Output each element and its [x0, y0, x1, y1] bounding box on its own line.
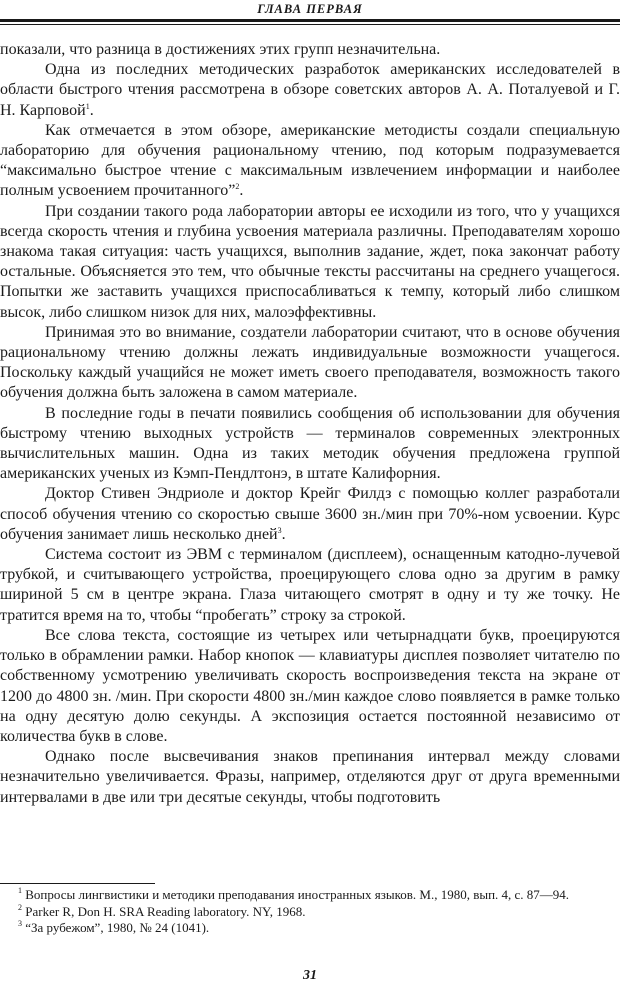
- footnotes: [0, 887, 620, 937]
- footnote-mark-3: 3: [18, 919, 22, 928]
- paragraph-4: При создании такого рода лаборатории авторы ее исходили из того, что у учащихся всегда скорость чтения и глубина усвоения материала различны. Преподавателям хорошо знакома такая ситуация: часть учащихся, выполнив задание, ждет, пока закончат работу остальные. Объясняется это тем, что обычные тексты рассчитаны на среднего учащегося. Попытки же заставить учащихся приспосабливаться к темпу, который либо слишком высок, либо слишком низок для них, малоэффективны.: [0, 202, 620, 321]
- paragraph-10: Однако после высвечивания знаков препинания интервал между словами незначительно увеличивается. Фразы, например, отделяются друг от друга временными интервалами в две или три десятые секунды, чтобы подготовить: [0, 748, 620, 806]
- footnote-rule: [0, 883, 155, 884]
- paragraph-3: Как отмечается в этом обзоре, американские методисты создали специальную лабораторию для обучения рациональному чтению, под которым подразумевается “максимально быстрое чтение с максимальным извлечением информации и наиболее полным усвоением прочитанного”$^2$.: [0, 121, 620, 200]
- body-text: [0, 40, 620, 808]
- paragraph-2: Одна из последних методических разработок американских исследователей в области быстрого чтения рассмотрена в обзоре советских авторов А. А. Поталуевой и Г. Н. Карповой$^1$.: [0, 61, 620, 119]
- footnote-ref-3: 3: [277, 525, 282, 535]
- paragraph-7: Доктор Стивен Эндриоле и доктор Крейг Филдз с помощью коллег разработали способ обучения чтению со скоростью свыше 3600 зн./мин при 70%-ном усвоении. Курс обучения занимает лишь несколько дней$^3$.: [0, 485, 620, 543]
- header-rule-thin: [0, 24, 620, 25]
- footnote-3: $^3$ “За рубежом”, 1980, № 24 (1041).: [18, 919, 210, 935]
- footnote-ref-1: 1: [85, 101, 90, 111]
- footnote-ref-2: 2: [235, 182, 240, 192]
- footnote-mark-1: 1: [18, 886, 22, 895]
- paragraph-5: Принимая это во внимание, создатели лаборатории считают, что в основе обучения рациональному чтению должны лежать индивидуальные возможности учащегося. Поскольку каждый учащийся не может иметь своего преподавателя, возможность такого обучения должна быть заложена в самом материале.: [0, 323, 620, 402]
- page-number: 31: [303, 968, 317, 983]
- footnote-1: $^1$ Вопросы лингвистики и методики преподавания иностранных языков. М., 1980, вып. 4, с. 87—94.: [18, 886, 570, 902]
- paragraph-6: В последние годы в печати появились сообщения об использовании для обучения быстрому чтению выходных устройств — терминалов современных электронных вычислительных машин. Одна из таких методик обучения предложена группой американских ученых из Кэмп-Пендлтонэ, в штате Калифорния.: [0, 404, 620, 483]
- footnote-2: $^2$ Parker R, Don H. SRA Reading laboratory. NY, 1968.: [18, 902, 306, 919]
- footnote-mark-2: 2: [18, 902, 22, 912]
- running-head: ГЛАВА ПЕРВАЯ: [257, 2, 363, 16]
- paragraph-1: показали, что разница в достижениях этих групп незначительна.: [0, 41, 441, 58]
- header-rule-thick: [0, 19, 620, 22]
- paragraph-9: Все слова текста, состоящие из четырех или четырнадцати букв, проецируются только в обрамлении рамки. Набор кнопок — клавиатуры дисплея позволяет читателю по собственному усмотрению увеличивать скорость воспроизведения текста на экране от 1200 до 4800 зн. /мин. При скорости 4800 зн./мин каждое слово появляется в рамке только на одну десятую долю секунды. А экспозиция остается постоянной независимо от количества букв в слове.: [0, 626, 620, 745]
- paragraph-8: Система состоит из ЭВМ с терминалом (дисплеем), оснащенным катодно-лучевой трубкой, и считывающего устройства, проецирующего слова одно за другим в рамку шириной 5 см в центре экрана. Глаза читающего смотрят в одну и ту же точку. Не тратится время на то, чтобы “пробегать” строку за строкой.: [0, 546, 620, 624]
